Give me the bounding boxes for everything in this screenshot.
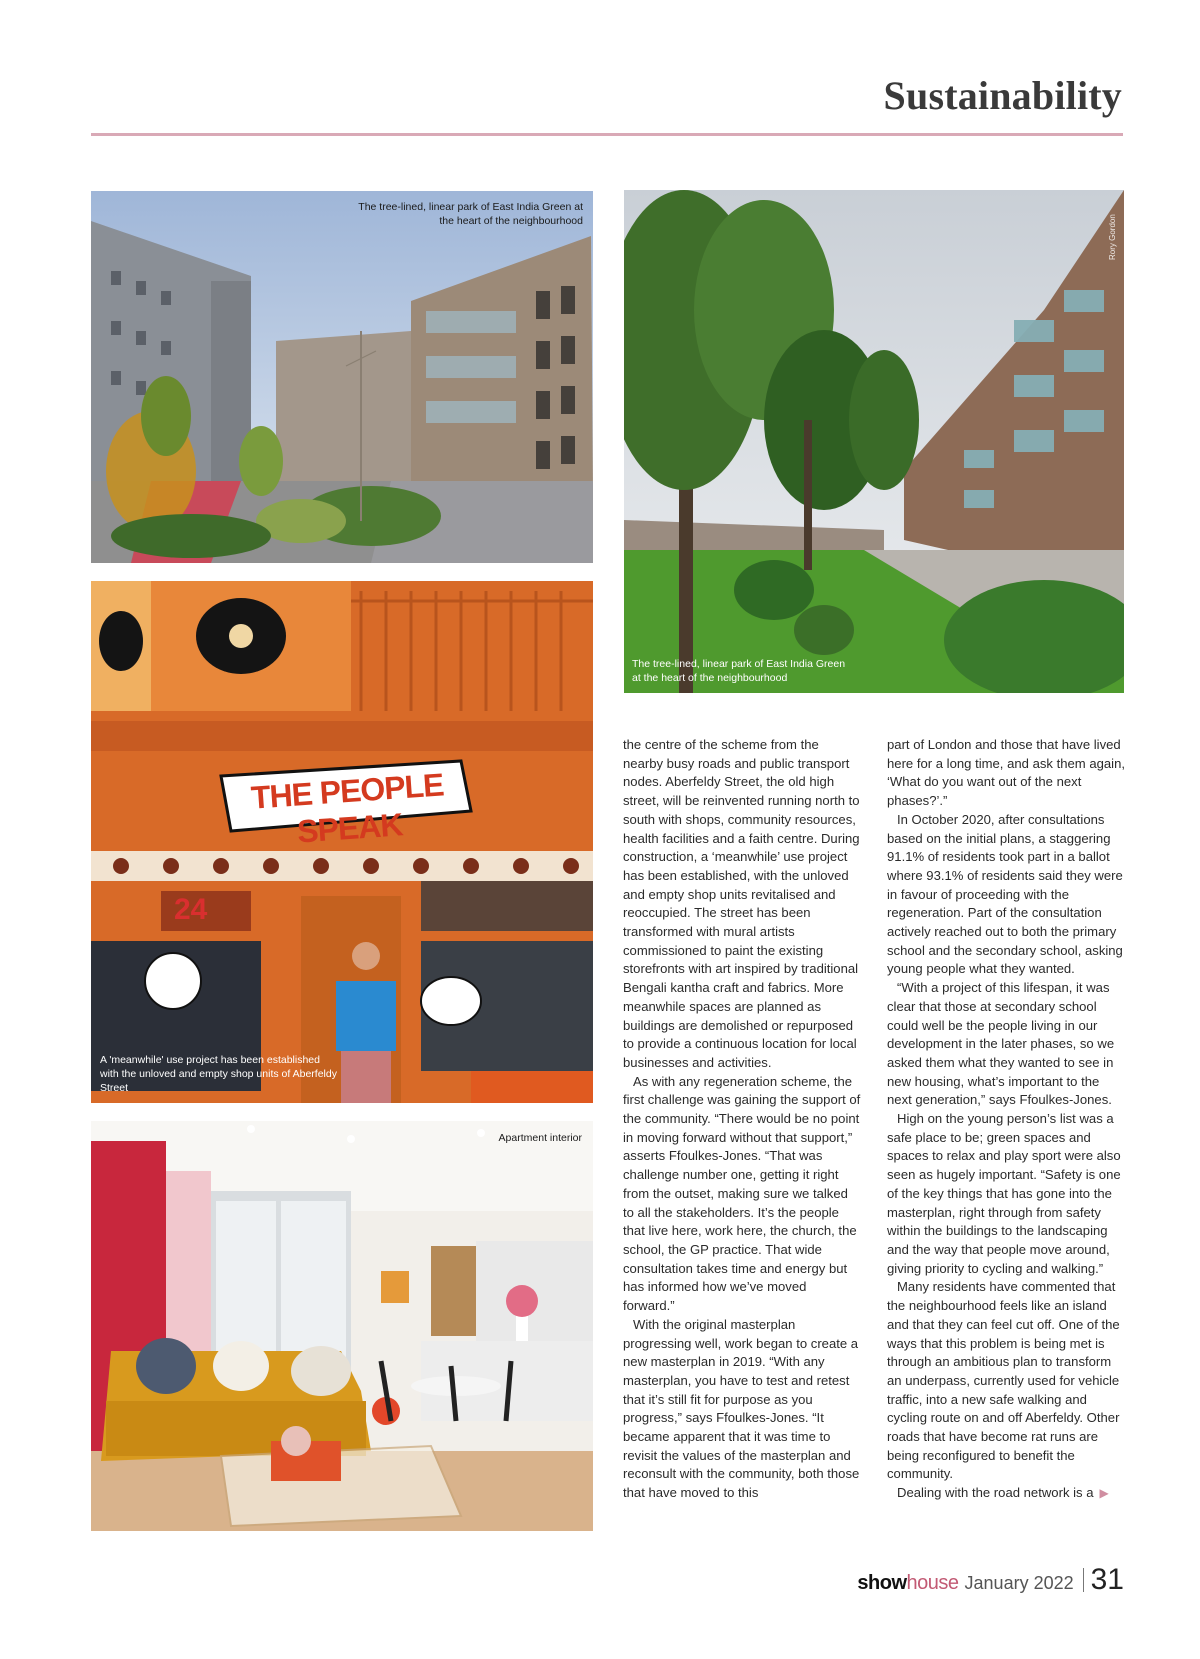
footer-divider — [1083, 1568, 1084, 1592]
paragraph: As with any regeneration scheme, the first challenge was gaining the support of the community. “There would be no point in moving forward without that support,” asserts Ffoulkes-Jones. “That was challenge number one, getting it right from the outset, making sure we talked to all the stakeholders. It’s the people that live here, work here, the church, the school, the GP practice. That wide consultation takes time and energy but has informed how we’ve moved forward.” — [623, 1073, 861, 1314]
paragraph: With the original masterplan progressing well, work began to create a new masterplan in 2019. “With any masterplan, you have to test and retest that it’s still fit for purpose as you progress,” says Ffoulkes-Jones. “It became apparent that it was time to revisit the values of the masterplan and reconsult with the community, both those that have moved to this — [623, 1316, 860, 1501]
page-number: 31 — [1090, 1563, 1124, 1596]
paragraph: In October 2020, after consultations based on the initial plans, a staggering 91.1% of residents took part in a ballot where 93.1% of residents said they were in favour of proceeding with the regeneration. Part of the consultation actively reached out to both the primary school and the secondary school, asking young people what they wanted. — [887, 811, 1123, 977]
photo-credit: Rory Gordon — [1108, 214, 1117, 260]
paragraph: Dealing with the road network is a — [897, 1485, 1094, 1501]
header-divider — [91, 133, 1123, 136]
shop-number: 24 — [174, 893, 208, 926]
issue-date: January 2022 — [964, 1573, 1074, 1593]
shop-sign: THE PEOPLE SPEAK — [249, 766, 445, 850]
paragraph: part of London and those that have lived here for a long time, and ask them again, ‘What do you want out of the next phases?’.” — [887, 737, 1126, 809]
continue-arrow-icon: ▶ — [1099, 1486, 1109, 1501]
paragraph: High on the young person’s list was a safe place to be; green spaces and spaces to relax and play sport were also seen as hugely important. “Safety is one of the key things that has gone into the masterplan, right through from safety within the buildings to the landscaping and the way that people move around, giving priority to cycling and walking.” — [887, 1111, 1121, 1276]
paragraph: the centre of the scheme from the nearby busy roads and public transport nodes. Aberfeldy Street, the old high street, will be reinvented running north to south with shops, community resources, health facilities and a faith centre. During construction, a ‘meanwhile’ use project has been established, with the unloved and empty shop units revitalised and reoccupied. The street has been transformed with mural artists commissioned to paint the existing storefronts with art inspired by traditional Bengali kantha craft and fabrics. More meanwhile spaces are planned as buildings are demolished or repurposed to provide a continuous location for local businesses and activities. — [623, 737, 860, 1070]
photo-storefront — [91, 581, 593, 1103]
section-title: Sustainability — [883, 73, 1122, 118]
brand-name-light: house — [906, 1572, 959, 1594]
article-column-2 — [887, 736, 1125, 1503]
photo-courtyard-buildings — [91, 191, 593, 563]
paragraph: Many residents have commented that the neighbourhood feels like an island and that they can feel cut off. One of the ways that this problem is being met is through an ambitious plan to transform an underpass, currently used for vehicle traffic, into a new safe walking and cycling route on and off Aberfeldy. Other roads that have become rat runs are being reconfigured to benefit the community. — [887, 1279, 1120, 1482]
article-column-1 — [623, 736, 861, 1503]
photo-caption: Apartment interior — [498, 1132, 582, 1144]
page-footer — [857, 1563, 1124, 1597]
brand-name-bold: show — [857, 1572, 907, 1594]
photo-caption: The tree-lined, linear park of East India Green at the heart of the neighbourhood — [632, 658, 846, 684]
photo-caption: The tree-lined, linear park of East India Green at the heart of the neighbourhood — [358, 201, 583, 227]
photo-caption: A 'meanwhile' use project has been established with the unloved and empty shop units of Aberfeldy Street — [100, 1054, 337, 1094]
photo-linear-park — [624, 190, 1124, 693]
paragraph: “With a project of this lifespan, it was clear that those at secondary school could well be the people living in our development in the later phases, so we asked them what they wanted to see in new housing, what’s important to the next generation,” says Ffoulkes-Jones. — [887, 980, 1115, 1108]
photo-apartment-interior — [91, 1121, 593, 1531]
